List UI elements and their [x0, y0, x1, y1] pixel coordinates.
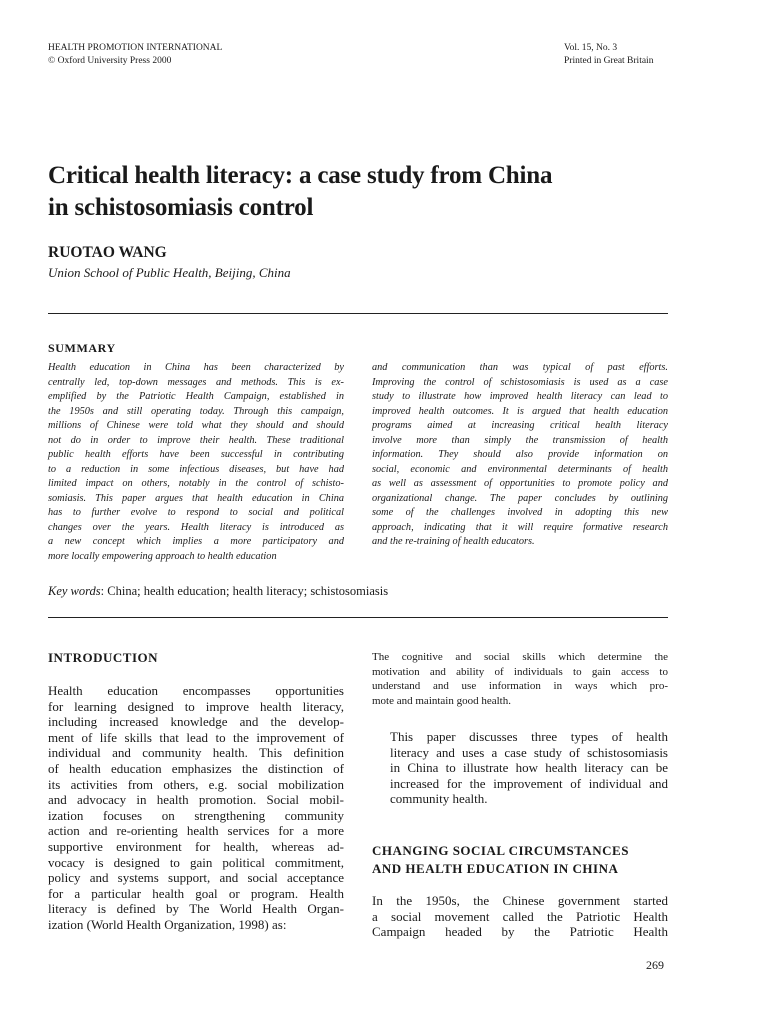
keywords-label: Key words	[48, 584, 101, 598]
summary-heading: SUMMARY	[48, 341, 116, 355]
definition-quote	[372, 650, 668, 708]
summary-line: changes over the years. Health literacy is introduced as	[48, 521, 344, 533]
text-line: vocacy is designed to gain political commitment,	[48, 854, 344, 870]
author-affiliation: Union School of Public Health, Beijing, China	[48, 265, 291, 280]
summary-line: information. They should also provide information on	[372, 449, 668, 460]
text-line: for learning designed to improve health literacy,	[48, 698, 344, 714]
divider	[48, 617, 668, 618]
summary-line: Health education in China has been characterized by	[48, 362, 344, 373]
summary-line: and the re-training of health educators.	[372, 536, 535, 547]
text-line: in China to illustrate how health literacy can be	[390, 760, 668, 776]
summary-line: millions of Chinese were told what they should and should	[48, 420, 344, 431]
section-heading-line: AND HEALTH EDUCATION IN CHINA	[372, 861, 619, 876]
summary-line: centrally led, top-down messages and methods. This is ex-	[48, 376, 344, 388]
text-line: This paper discusses three types of health	[390, 729, 668, 744]
printed-info: Printed in Great Britain	[564, 56, 654, 66]
body-paragraph	[372, 729, 668, 807]
quote-line: motivation and ability of individuals to gain access to	[372, 665, 668, 678]
summary-line: study to illustrate how improved health literacy can lead to	[372, 391, 668, 402]
summary-line: programs aimed at increasing critical health literacy	[372, 420, 668, 431]
text-line: Health education encompasses opportunities	[48, 683, 344, 698]
quote-line: understand and use information in ways which pro-	[372, 680, 668, 692]
summary-line: as well as assessment of opportunities to promote policy and	[372, 478, 668, 489]
summary-line: more locally empowering approach to health education	[48, 550, 277, 562]
journal-name: HEALTH PROMOTION INTERNATIONAL	[48, 43, 223, 53]
body-paragraph	[372, 893, 668, 940]
section-heading	[372, 842, 672, 878]
text-line: action and re-orienting health services for a more	[48, 823, 344, 839]
summary-line: has to further evolve to respond to social and political	[48, 507, 344, 518]
introduction-paragraph	[48, 683, 344, 933]
text-line: In the 1950s, the Chinese government started	[372, 893, 668, 908]
volume-info: Vol. 15, No. 3	[564, 43, 618, 53]
summary-line: and communication than was typical of past efforts.	[372, 362, 668, 373]
copyright-line: © Oxford University Press 2000	[48, 56, 172, 66]
summary-line: approach, indicating that it will require formative research	[372, 521, 668, 533]
text-line: and advocacy in health promotion. Social mobil-	[48, 792, 344, 808]
summary-line: a new concept which implies a more participatory and	[48, 536, 344, 547]
text-line: a social movement called the Patriotic Health	[372, 908, 668, 924]
text-line: of health education emphasizes the distinction of	[48, 760, 344, 776]
text-line: individual and community health. This definition	[48, 745, 344, 761]
text-line: ment of life skills that lead to the improvement of	[48, 729, 344, 745]
page-number: 269	[646, 958, 664, 972]
text-line: policy and systems support, and social acceptance	[48, 870, 344, 886]
summary-right-column	[372, 361, 668, 550]
keywords	[48, 584, 388, 599]
summary-line: Improving the control of schistosomiasis is used as a case	[372, 376, 668, 388]
quote-line: mote and maintain good health.	[372, 694, 511, 707]
summary-line: involve more than simply the transmission of health	[372, 434, 668, 446]
text-line: its activities from others, e.g. social mobilization	[48, 776, 344, 792]
summary-line: the 1950s and still operating today. Through this campaign,	[48, 405, 344, 417]
keywords-text: : China; health education; health literacy; schistosomiasis	[100, 584, 389, 598]
summary-line: social, economic and environmental determinants of health	[372, 463, 668, 475]
header-right	[564, 42, 653, 68]
summary-line: not do in order to improve their health. These traditional	[48, 434, 344, 446]
section-heading-line: CHANGING SOCIAL CIRCUMSTANCES	[372, 843, 629, 858]
text-line: Campaign headed by the Patriotic Health	[372, 924, 668, 940]
summary-line: emplified by the Patriotic Health Campaign, established in	[48, 391, 344, 402]
summary-line: to a reduction in some infectious diseases, but have had	[48, 463, 344, 475]
summary-left-column	[48, 361, 344, 564]
introduction-heading: INTRODUCTION	[48, 650, 159, 665]
text-line: ization (World Health Organization, 1998) as:	[48, 916, 287, 932]
title-line: in schistosomiasis control	[48, 194, 314, 221]
header-left	[48, 42, 222, 68]
text-line: community health.	[390, 791, 488, 807]
text-line: literacy is defined by The World Health Organ-	[48, 901, 344, 917]
summary-line: limited impact on others, notably in the control of schisto-	[48, 478, 344, 489]
text-line: for a particular health goal or program. Health	[48, 885, 344, 901]
text-line: increased for the improvement of individual and	[390, 775, 668, 791]
summary-line: improved health outcomes. It is argued that health education	[372, 405, 668, 417]
article-title	[48, 160, 648, 224]
text-line: ization focuses on strengthening community	[48, 807, 344, 823]
summary-line: public health efforts have been successful in contributing	[48, 449, 344, 460]
text-line: literacy and uses a case study of schistosomiasis	[390, 744, 668, 760]
text-line: supportive environment for health, whereas ad-	[48, 838, 344, 854]
quote-line: The cognitive and social skills which determine the	[372, 651, 668, 663]
author-name: RUOTAO WANG	[48, 244, 167, 261]
summary-line: some of the challenges involved in adopting this new	[372, 507, 668, 518]
title-line: Critical health literacy: a case study from China	[48, 162, 553, 189]
text-line: including increased knowledge and the develop-	[48, 714, 344, 730]
summary-line: organizational change. The paper concludes by outlining	[372, 492, 668, 504]
divider	[48, 313, 668, 314]
summary-line: somiasis. This paper argues that health education in China	[48, 492, 344, 504]
